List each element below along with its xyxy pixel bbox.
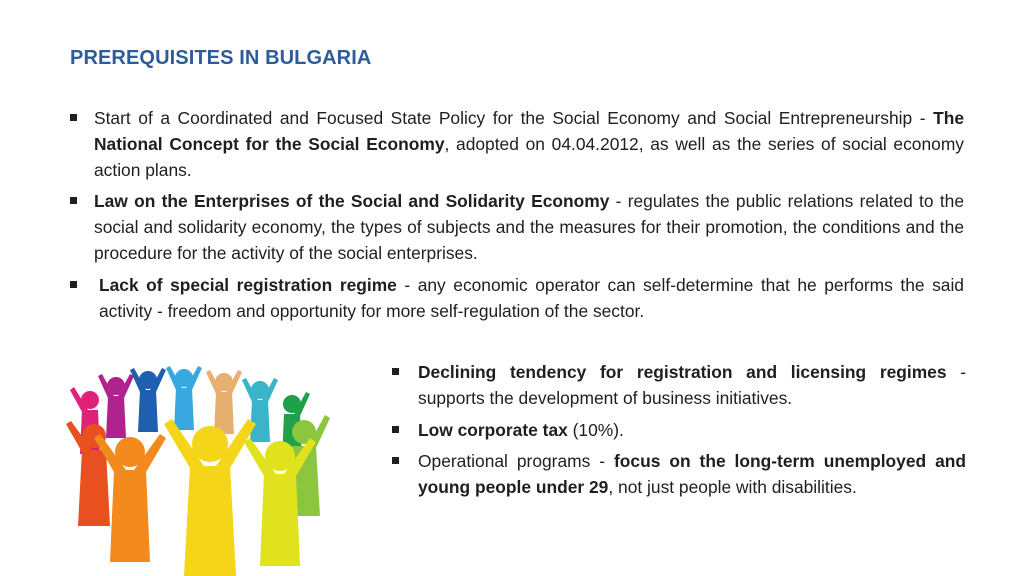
bullet-text-post: - regulates the public relations related to the social and solidarity economy, the types of subjects and the measures for their promotion, the conditions and the procedure for the activity of the social enterprises.	[94, 191, 965, 263]
bullet-text-pre: Start of a Coordinated and Focused State Policy for the Social Economy and Social Entrepreneurship -	[94, 108, 934, 128]
square-bullet-icon	[70, 114, 77, 121]
people-circle-illustration	[64, 366, 380, 576]
slide-title: PREREQUISITES IN BULGARIA	[70, 47, 372, 69]
square-bullet-icon	[392, 368, 399, 375]
bullet-national-concept	[70, 106, 964, 183]
bullet-registration-regime	[70, 273, 964, 325]
figure-red-front	[66, 421, 110, 526]
top-bullet-list	[70, 106, 964, 330]
bullet-text-post: , adopted on 04.04.2012, as well as the series of social economy action plans.	[94, 133, 965, 180]
figure-navy-back	[130, 368, 166, 432]
bullet-text-post: (10%).	[567, 419, 624, 440]
bullet-text-bold: focus on the long-term unemployed and young people under 29	[418, 451, 966, 498]
bullet-law-enterprises	[70, 189, 964, 266]
bullet-registration-tendency	[390, 360, 966, 412]
figure-yellow-front	[164, 419, 256, 576]
bullet-text-bold: Low corporate tax	[418, 419, 568, 440]
figure-tan-back	[206, 370, 242, 434]
square-bullet-icon	[392, 457, 399, 464]
bullet-text-post: - any economic operator can self-determine that he performs the said activity - freedom and opportunity for more self-regulation of the sector.	[99, 274, 964, 321]
bullet-text-bold: Lack of special registration regime	[99, 274, 397, 295]
square-bullet-icon	[70, 281, 77, 288]
figure-purple-back	[98, 374, 134, 438]
bullet-text-pre: Operational programs -	[418, 451, 614, 472]
bullet-text-bold: Declining tendency for registration and licensing regimes	[418, 362, 947, 382]
bullet-corporate-tax	[390, 418, 966, 444]
bullet-text-bold: Law on the Enterprises of the Social and Solidarity Economy	[94, 191, 610, 212]
bullet-text-bold: The National Concept for the Social Economy	[94, 108, 964, 154]
bullet-text-post: , not just people with disabilities.	[608, 477, 857, 498]
bullet-text-post: - supports the development of business initiatives.	[418, 362, 967, 408]
bullet-operational-programs	[390, 449, 966, 501]
square-bullet-icon	[392, 426, 399, 433]
square-bullet-icon	[70, 197, 77, 204]
bottom-bullet-list	[390, 360, 966, 507]
